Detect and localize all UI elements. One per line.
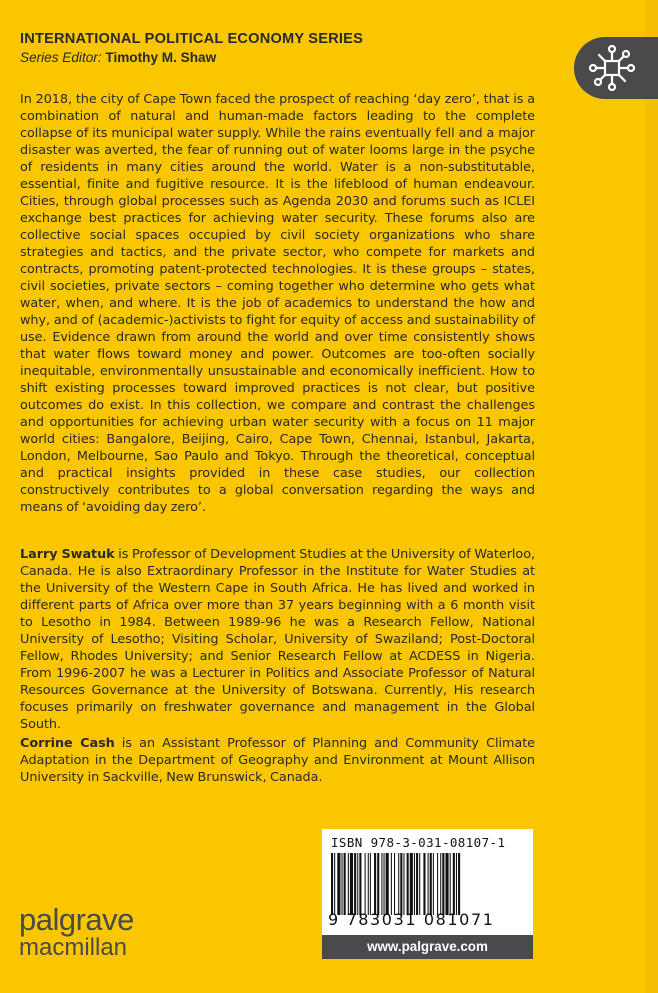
author-name: Corrine Cash — [20, 736, 115, 751]
author-bio-text: is Professor of Development Studies at the University of Waterloo, Canada. He is also Extraordinary Professor in the Institute for Water Studies at the University of the Western Cape in South Africa. He has lived and worked in different parts of Africa over more than 37 years beginning with a 6 month visit to Lesotho in 1984. Between 1989-96 he was a Research Fellow, National University of Lesotho; Visiting Scholar, University of Swaziland; Post-Doctoral Fellow, Rhodes University; and Senior Research Fellow at ACDESS in Nigeria. From 1996-2007 he was a Lecturer in Politics and Associate Professor of Natural Resources Governance at the University of Botswana. Currently, His research focuses primarily on freshwater governance and management in the Global South. — [20, 547, 535, 732]
barcode-bars — [331, 853, 524, 915]
palgrave-logo-tab — [574, 37, 658, 99]
barcode-bar — [350, 853, 353, 915]
publisher-name-line1: palgrave — [19, 902, 134, 937]
publisher-name-line2: macmillan — [19, 934, 128, 961]
series-title: INTERNATIONAL POLITICAL ECONOMY SERIES — [20, 31, 364, 47]
barcode-bar — [365, 853, 366, 915]
barcode-bar — [398, 853, 399, 915]
barcode-bar — [354, 853, 356, 915]
barcode-bar — [440, 853, 441, 915]
series-editor — [20, 50, 216, 65]
barcode-bar — [394, 853, 395, 915]
barcode-bar — [374, 853, 376, 915]
barcode-bar — [416, 853, 418, 915]
barcode-bar — [437, 853, 438, 915]
barcode-bar — [433, 853, 434, 915]
author-bio-cash — [20, 735, 535, 786]
author-bio-text: is an Assistant Professor of Planning and Community Climate Adaptation in the Department of Geography and Environment at Mount Allison University in Sackville, New Brunswick, Canada. — [20, 736, 536, 785]
barcode-bar — [370, 853, 371, 915]
barcode-bar — [423, 853, 425, 915]
barcode-bar — [407, 853, 409, 915]
barcode-bar — [386, 853, 389, 915]
barcode-bar — [344, 853, 346, 915]
author-bio-swatuk — [20, 546, 535, 733]
barcode-bar — [430, 853, 432, 915]
book-abstract: In 2018, the city of Cape Town faced the prospect of reaching ‘day zero’, that is a combination of natural and human-made factors leading to the complete collapse of its municipal water supply. While the rains eventually fell and a major disaster was averted, the fear of running out of water looms large in the psyche of residents in many cities around the world. Water is a non-substitutable, essential, finite and fugitive resource. It is the lifeblood of human endeavour. Cities, through global processes such as Agenda 2030 and forums such as ICLEI exchange best practices for achieving water security. These forums also are collective social spaces occupied by civil society organizations who share strategies and tactics, and the private sector, who compete for markets and contracts, promoting patent-protected technologies. It is these groups – states, civil societies, private sectors – coming together who determine who gets what water, when, and where. It is the job of academics to understand the how and why, and of (academic-)activists to fight for equity of access and sustainability of use. Evidence drawn from around the world and over time consistently shows that water flows toward money and power. Outcomes are too-often socially inequitable, environmentally unsustainable and economically inefficient. How to shift existing processes toward improved practices is not clear, but positive outcomes do exist. In this collection, we compare and contrast the challenges and opportunities for achieving urban water security with a focus on 11 major world cities: Bangalore, Beijing, Cairo, Cape Town, Chennai, Istanbul, Jakarta, London, Melbourne, Sao Paulo and Tokyo. Through the theoretical, conceptual and practical insights provided in these case studies, our collection constructively contributes to a global conversation regarding the ways and means of ‘avoiding day zero’. — [20, 92, 535, 515]
barcode-digits: 9 783031 081071 — [328, 910, 495, 929]
series-editor-label: Series Editor: — [20, 50, 102, 65]
barcode-bar — [414, 853, 415, 915]
palgrave-network-icon — [586, 42, 638, 94]
barcode-bar — [348, 853, 349, 915]
barcode-bar — [453, 853, 455, 915]
series-editor-name: Timothy M. Shaw — [105, 50, 217, 65]
barcode-bar — [368, 853, 369, 915]
author-name: Larry Swatuk — [20, 547, 115, 562]
barcode-bar — [331, 853, 333, 915]
barcode-bar — [400, 853, 402, 915]
barcode-bar — [384, 853, 385, 915]
barcode-bar — [410, 853, 413, 915]
book-spine — [645, 0, 658, 993]
barcode-bar — [357, 853, 358, 915]
barcode-bar — [334, 853, 335, 915]
publisher-logo — [19, 902, 134, 961]
barcode-bar — [342, 853, 343, 915]
publisher-url: www.palgrave.com — [322, 935, 533, 959]
isbn-label: ISBN 978-3-031-08107-1 — [331, 835, 506, 850]
barcode-bar — [445, 853, 448, 915]
barcode-bar — [359, 853, 361, 915]
barcode-bar — [391, 853, 392, 915]
barcode-bar — [442, 853, 444, 915]
barcode-bar — [403, 853, 404, 915]
barcode-bar — [458, 853, 460, 915]
barcode-bar — [419, 853, 420, 915]
barcode-bar — [450, 853, 451, 915]
barcode-bar — [337, 853, 340, 915]
barcode-bar — [456, 853, 457, 915]
isbn-barcode — [322, 829, 533, 935]
barcode-bar — [428, 853, 429, 915]
barcode-bar — [377, 853, 379, 915]
barcode-bar — [381, 853, 382, 915]
